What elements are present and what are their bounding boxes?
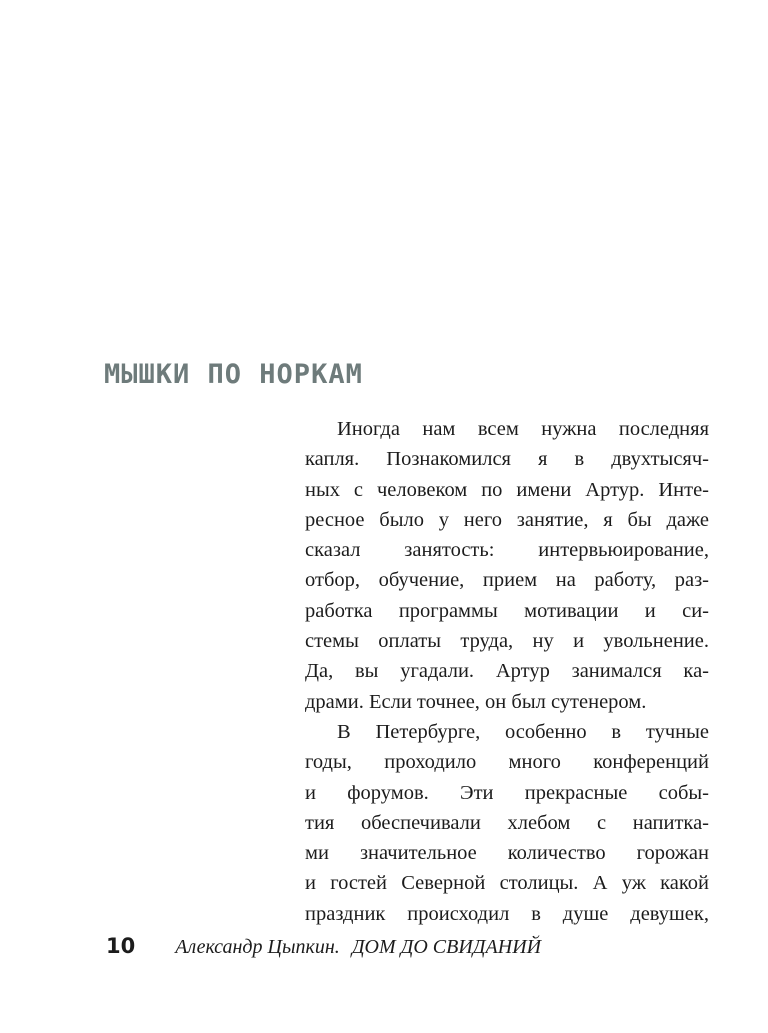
page-number: 10 <box>106 934 136 958</box>
chapter-title: МЫШКИ ПО НОРКАМ <box>104 359 363 390</box>
text-line: капля. Познакомился я в двухтысяч- <box>305 448 709 471</box>
text-line: сказал занятость: интервьюирование, <box>305 539 709 562</box>
text-line: тия обеспечивали хлебом с напитка- <box>305 811 709 834</box>
text-line: годы, проходило много конференций <box>305 751 709 774</box>
text-line: работка программы мотивации и си- <box>305 599 709 622</box>
text-line: стемы оплаты труда, ну и увольнение. <box>305 630 709 653</box>
text-line: ресное было у него занятие, я бы даже <box>305 508 709 531</box>
text-line: и гостей Северной столицы. А уж какой <box>305 872 709 895</box>
body-text <box>305 414 709 929</box>
page-footer <box>106 934 541 968</box>
text-line: праздник происходил в душе девушек, <box>305 902 709 925</box>
text-line: драми. Если точнее, он был сутенером. <box>305 690 647 713</box>
text-line: В Петербурге, особенно в тучные <box>337 720 709 743</box>
text-line: Да, вы угадали. Артур занимался ка- <box>305 660 709 683</box>
text-line: ных с человеком по имени Артур. Инте- <box>305 478 709 501</box>
text-line: и форумов. Эти прекрасные собы- <box>305 781 709 804</box>
running-head-author: Александр Цыпкин. <box>175 936 340 958</box>
text-line: Иногда нам всем нужна последняя <box>337 418 709 440</box>
text-line: ми значительное количество горожан <box>305 842 709 865</box>
running-head-title: ДОМ ДО СВИДАНИЙ <box>351 936 542 958</box>
text-line: отбор, обучение, прием на работу, раз- <box>305 569 709 592</box>
